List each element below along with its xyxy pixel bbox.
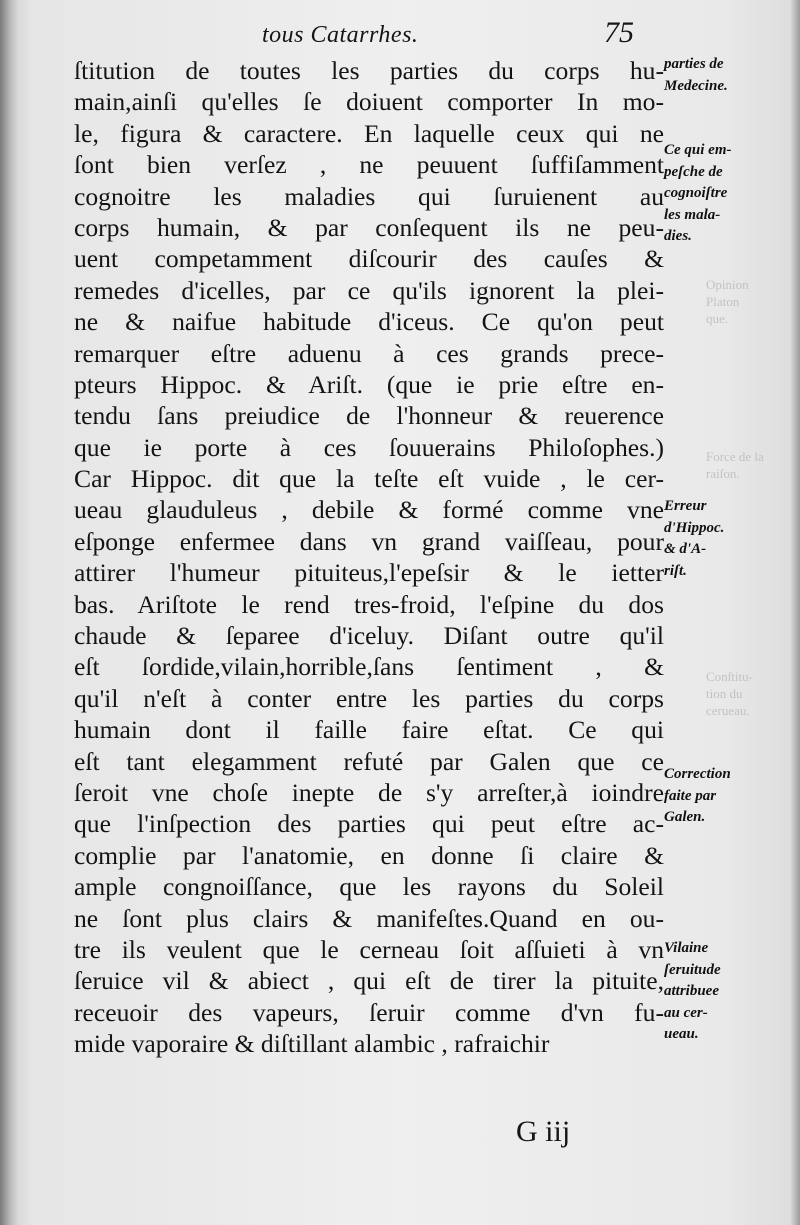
margin-note-line: dies. bbox=[664, 228, 692, 244]
text-line: eſt ſordide,vilain,horrible,ſans ſentiment , & bbox=[74, 652, 664, 682]
text-line: humain dont il faille faire eſtat. Ce qui bbox=[74, 715, 664, 745]
margin-note-line: & d'A- bbox=[664, 541, 707, 557]
margin-note-line: peſche de bbox=[664, 163, 723, 180]
text-line: que ie porte à ces ſouuerains Philoſophes.) bbox=[74, 432, 664, 462]
margin-note-line: ueau. bbox=[664, 1026, 699, 1042]
bleed-through-line: Platon bbox=[706, 294, 740, 309]
bleed-through-line: cerueau. bbox=[706, 703, 750, 718]
text-line: corps humain, & par conſequent ils ne peu- bbox=[74, 212, 664, 242]
text-line: cognoitre les maladies qui ſuruienent au bbox=[74, 181, 664, 211]
bleed-through-text bbox=[706, 668, 753, 719]
bleed-through-text bbox=[706, 276, 749, 327]
text-line: ſont bien verſez , ne peuuent ſuffiſamment bbox=[74, 150, 664, 180]
body-text bbox=[74, 55, 664, 1060]
text-line: ueau glauduleus , debile & formé comme vne bbox=[74, 495, 664, 525]
text-line: main,ainſi qu'elles ſe doiuent comporter In mo- bbox=[74, 87, 664, 117]
margin-note-line: Ce qui em- bbox=[664, 142, 732, 158]
margin-note-line: attribuee bbox=[664, 983, 719, 999]
page-number: 75 bbox=[604, 16, 634, 49]
text-line: ample congnoiſſance, que les rayons du Soleil bbox=[74, 872, 664, 902]
text-line: eſponge enfermee dans vn grand vaiſſeau, pour bbox=[74, 526, 664, 556]
bleed-through-line: raiſon. bbox=[706, 466, 740, 481]
margin-note-line: cognoiſtre bbox=[664, 185, 728, 201]
page-edge-shadow bbox=[790, 0, 800, 1225]
signature-mark: G iij bbox=[516, 1115, 571, 1148]
text-line: remedes d'icelles, par ce qu'ils ignorent la plei- bbox=[74, 275, 664, 305]
text-line: pteurs Hippoc. & Ariſt. (que ie prie eſtre en- bbox=[74, 369, 664, 399]
margin-note-line: Correction bbox=[664, 766, 731, 782]
text-line: receuoir des vapeurs, ſeruir comme d'vn fu- bbox=[74, 997, 664, 1027]
margin-note-line: riſt. bbox=[664, 562, 687, 579]
page-gutter-shadow bbox=[0, 0, 18, 1225]
bleed-through-line: Force de la bbox=[706, 449, 764, 464]
text-line: ſeroit vne choſe inepte de s'y arreſter,à ioindre bbox=[74, 777, 664, 807]
text-line: ne & naifue habitude d'iceus. Ce qu'on peut bbox=[74, 307, 664, 337]
text-line: que l'inſpection des parties qui peut eſtre ac- bbox=[74, 809, 664, 839]
text-line: uent competamment diſcourir des cauſes & bbox=[74, 244, 664, 274]
text-line: le, figura & caractere. En laquelle ceux qui ne bbox=[74, 118, 664, 148]
text-line: ne ſont plus clairs & manifeſtes.Quand en ou- bbox=[74, 903, 664, 933]
margin-note-line: au cer- bbox=[664, 1004, 708, 1021]
text-line: attirer l'humeur pituiteus,l'epeſsir & le ietter bbox=[74, 558, 664, 588]
bleed-through-line: tion du bbox=[706, 686, 743, 701]
margin-note-error bbox=[664, 496, 724, 582]
bleed-through-line: Conſtitu- bbox=[706, 669, 753, 684]
bleed-through-line: Opinion bbox=[706, 277, 749, 292]
margin-note-line: d'Hippoc. bbox=[664, 519, 725, 536]
margin-note-line: Erreur bbox=[664, 498, 707, 514]
bleed-through-text bbox=[706, 448, 764, 482]
margin-note-line: ſeruitude bbox=[664, 961, 721, 978]
running-head: tous Catarrhes. bbox=[262, 22, 419, 48]
margin-note-line: parties de bbox=[664, 56, 724, 72]
margin-note-obstacle bbox=[664, 140, 732, 248]
text-line: qu'il n'eſt à conter entre les parties du corps bbox=[74, 683, 664, 713]
text-line: eſt tant elegamment refuté par Galen que ce bbox=[74, 746, 664, 776]
margin-note-correction bbox=[664, 764, 731, 829]
text-line: bas. Ariſtote le rend tres-froid, l'eſpine du dos bbox=[74, 589, 664, 619]
text-line: ſeruice vil & abiect , qui eſt de tirer la pituite, bbox=[74, 966, 664, 996]
margin-note-medicine bbox=[664, 54, 728, 97]
text-line: ſtitution de toutes les parties du corps hu- bbox=[74, 56, 664, 85]
text-line: mide vaporaire & diſtillant alambic , rafraichir bbox=[74, 1029, 550, 1059]
text-line: tre ils veulent que le cerneau ſoit aſſuieti à vn bbox=[74, 934, 664, 964]
margin-note-line: faite par bbox=[664, 787, 717, 804]
text-line: chaude & ſeparee d'iceluy. Diſant outre qu'il bbox=[74, 621, 664, 651]
text-line: Car Hippoc. dit que la teſte eſt vuide , le cer- bbox=[74, 464, 664, 494]
text-line: remarquer eſtre aduenu à ces grands prece- bbox=[74, 338, 664, 368]
text-line: tendu ſans preiudice de l'honneur & reuerence bbox=[74, 401, 664, 431]
margin-note-line: Galen. bbox=[664, 809, 706, 825]
text-line: complie par l'anatomie, en donne ſi claire & bbox=[74, 840, 664, 870]
bleed-through-line: que. bbox=[706, 311, 729, 326]
margin-note-servitude bbox=[664, 938, 721, 1046]
margin-note-line: Vilaine bbox=[664, 940, 709, 956]
margin-note-line: les mala- bbox=[664, 206, 721, 223]
margin-note-line: Medecine. bbox=[664, 77, 728, 94]
